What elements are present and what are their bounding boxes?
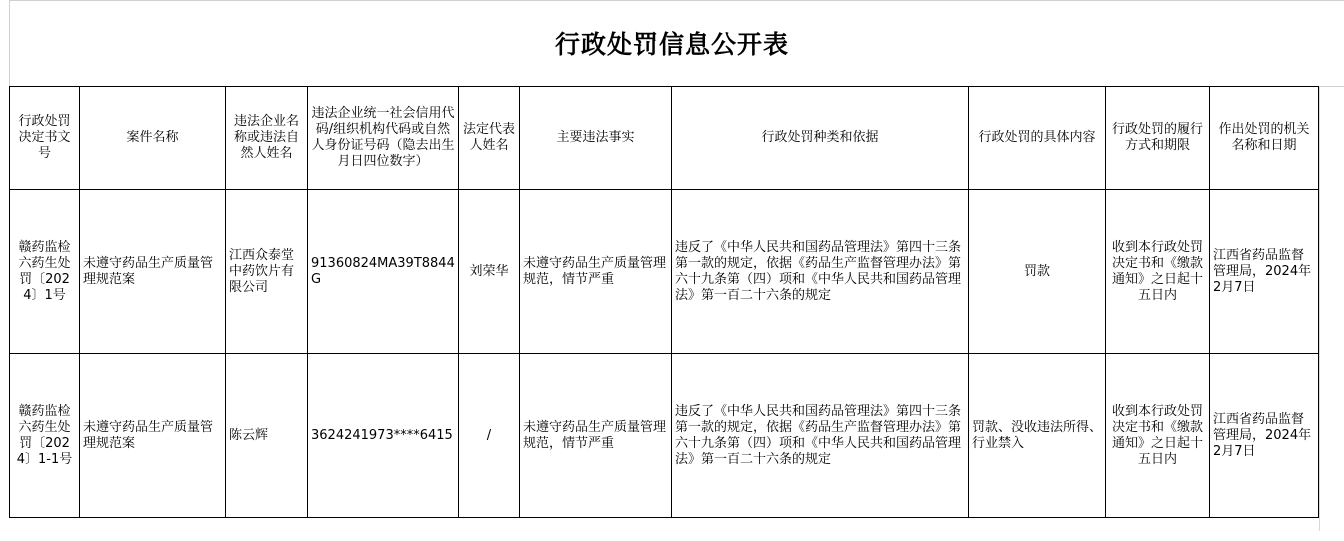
cell-authority: 江西省药品监督管理局，2024年2月7日 <box>1210 190 1319 354</box>
cell-content: 罚款 <box>969 190 1106 354</box>
cell-basis: 违反了《中华人民共和国药品管理法》第四十三条第一款的规定，依据《药品生产监督管理办法》第六十九条第（四）项和《中华人民共和国药品管理法》第一百二十六条的规定 <box>672 354 969 518</box>
header-party-name: 违法企业名称或违法自然人姓名 <box>226 87 308 190</box>
cell-facts: 未遵守药品生产质量管理规范，情节严重 <box>520 190 672 354</box>
cell-authority: 江西省药品监督管理局，2024年2月7日 <box>1210 354 1319 518</box>
grid-line <box>1319 86 1320 531</box>
cell-legal-rep: 刘荣华 <box>459 190 520 354</box>
cell-case-name: 未遵守药品生产质量管理规范案 <box>80 190 226 354</box>
cell-method: 收到本行政处罚决定书和《缴款通知》之日起十五日内 <box>1106 354 1210 518</box>
page-title: 行政处罚信息公开表 <box>554 30 789 59</box>
header-content: 行政处罚的具体内容 <box>969 87 1106 190</box>
header-method: 行政处罚的履行方式和期限 <box>1106 87 1210 190</box>
cell-legal-rep: / <box>459 354 520 518</box>
header-case-name: 案件名称 <box>80 87 226 190</box>
header-facts: 主要违法事实 <box>520 87 672 190</box>
header-doc-no: 行政处罚决定书文号 <box>10 87 80 190</box>
cell-credit-code: 3624241973****6415 <box>308 354 459 518</box>
cell-credit-code: 91360824MA39T8844G <box>308 190 459 354</box>
cell-party-name: 陈云辉 <box>226 354 308 518</box>
cell-facts: 未遵守药品生产质量管理规范，情节严重 <box>520 354 672 518</box>
cell-party-name: 江西众泰堂中药饮片有限公司 <box>226 190 308 354</box>
cell-doc-no: 赣药监检六药生处罚〔2024〕1-1号 <box>10 354 80 518</box>
cell-case-name: 未遵守药品生产质量管理规范案 <box>80 354 226 518</box>
header-row <box>10 87 1319 190</box>
header-basis: 行政处罚种类和依据 <box>672 87 969 190</box>
cell-doc-no: 赣药监检六药生处罚〔2024〕1号 <box>10 190 80 354</box>
table-row <box>10 354 1319 518</box>
cell-content: 罚款、没收违法所得、行业禁入 <box>969 354 1106 518</box>
header-authority: 作出处罚的机关名称和日期 <box>1210 87 1319 190</box>
table-row <box>10 190 1319 354</box>
cell-method: 收到本行政处罚决定书和《缴款通知》之日起十五日内 <box>1106 190 1210 354</box>
empty-grid-column <box>1319 86 1344 531</box>
header-credit-code: 违法企业统一社会信用代码/组织机构代码或自然人身份证号码（隐去出生月日四位数字） <box>308 87 459 190</box>
header-legal-rep: 法定代表人姓名 <box>459 87 520 190</box>
cell-basis: 违反了《中华人民共和国药品管理法》第四十三条第一款的规定，依据《药品生产监督管理办法》第六十九条第（四）项和《中华人民共和国药品管理法》第一百二十六条的规定 <box>672 190 969 354</box>
penalty-table <box>9 86 1319 518</box>
